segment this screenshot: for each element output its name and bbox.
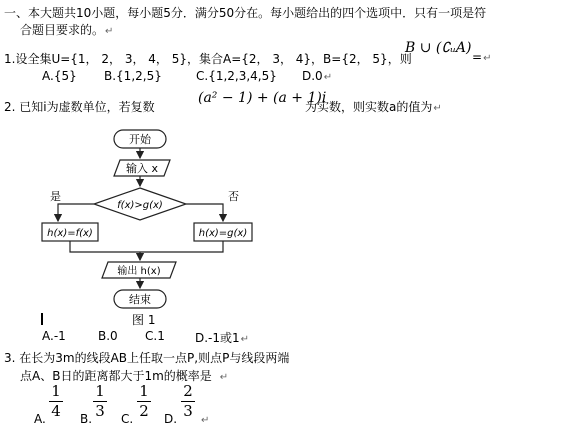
q1-end: =↵ (472, 50, 492, 64)
q1-option-d: D.0↵ (302, 69, 333, 83)
flow-yes: 是 (50, 190, 61, 203)
q1-option-a: A.{5} (42, 69, 77, 83)
flow-left-box: h(x)=f(x) (47, 228, 93, 239)
q1-formula: B ∪ (∁ᵤA) (405, 40, 472, 56)
q2-option-b: B.0 (98, 329, 118, 343)
q1-option-b: B.{1,2,5} (104, 69, 162, 83)
flow-output: 输出 h(x) (117, 266, 161, 277)
q2-option-c: C.1 (145, 329, 165, 343)
q3-option-b-letter: B. (80, 412, 93, 426)
flow-start: 开始 (129, 133, 151, 146)
q3-option-a-fraction: 1 4 (49, 384, 63, 419)
q3-option-c-letter: C. (121, 412, 134, 426)
flow-no: 否 (228, 190, 239, 203)
flow-end: 结束 (129, 293, 151, 306)
q3-option-b-fraction: 1 3 (93, 384, 107, 419)
q1-option-c: C.{1,2,3,4,5} (196, 69, 277, 83)
section-heading-line1: 一、本大题共10小题，每小题5分．满分50分在。每小题给出的四个选项中．只有一项是符 (4, 6, 487, 20)
text-cursor (41, 313, 43, 325)
q3-options-return: ↵ (201, 415, 210, 426)
q2-stem-after: 为实数，则实数a的值为↵ (305, 100, 442, 114)
q2-formula: (a² − 1) + (a + 1)i (198, 90, 327, 106)
q3-option-d-fraction: 2 3 (181, 384, 195, 419)
q3-option-c-fraction: 1 2 (137, 384, 151, 419)
flowchart-caption: 图 1 (132, 313, 156, 327)
section-heading-line2: 合题目要求的。↵ (20, 23, 114, 37)
q2-stem-before: 2. 已知i为虚数单位，若复数 (4, 100, 155, 114)
q2-option-d: D.-1或1↵ (195, 331, 250, 345)
q3-option-a-letter: A. (34, 412, 46, 426)
flowchart (40, 124, 270, 324)
q3-option-d-letter: D. (164, 412, 178, 426)
q3-line1: 3. 在长为3m的线段AB上任取一点P,则点P与线段两端 (4, 351, 290, 365)
q2-option-a: A.-1 (42, 329, 66, 343)
q1-stem: 1.设全集U={1， 2， 3， 4， 5}，集合A={2， 3， 4}，B={2， 5}，则 (4, 52, 412, 66)
q3-line2: 点A、B日的距离都大于1m的概率是 ↵ (20, 369, 229, 383)
flow-right-box: h(x)=g(x) (198, 228, 248, 239)
flow-condition: f(x)>g(x) (117, 200, 163, 211)
flow-input: 输入 x (125, 162, 159, 175)
